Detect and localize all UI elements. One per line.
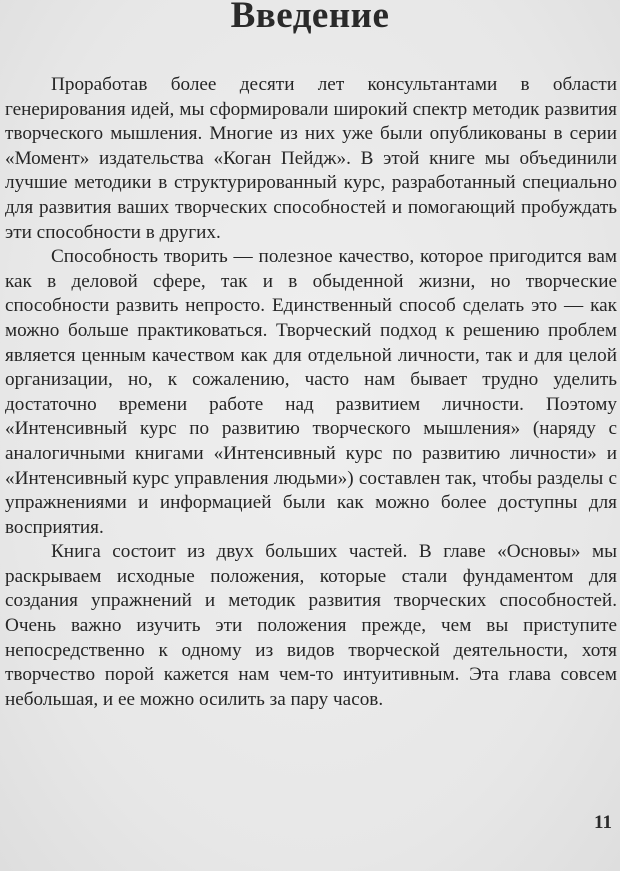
- paragraph-2: Способность творить — полезное качество, которое пригодится вам как в деловой сфере, так и в обыденной жизни, но творческие способности развить непросто. Единственный способ сделать это — как можно больше практиковаться. Творческий подход к решению проблем является ценным качеством как для отдельной личности, так и для целой организации, но, к сожалению, часто нам бывает трудно уделить достаточно времени работе над развитием личности. Поэтому «Интенсивный курс по развитию творческого мышления» (наряду с аналогичными книгами «Интенсивный курс по развитию личности» и «Интенсивный курс управления людьми») составлен так, чтобы разделы с упражнениями и информацией были как можно более доступны для восприятия.: [5, 246, 617, 538]
- page-number: 11: [594, 812, 612, 833]
- paragraph-1: Проработав более десяти лет консультантами в области генерирования идей, мы сформировали широкий спектр методик развития творческого мышления. Многие из них уже были опубликованы в серии «Момент» издательства «Коган Пейдж». В этой книге мы объединили лучшие методики в структурированный курс, разработанный специально для развития ваших творческих способностей и помогающий пробуждать эти способности в других.: [5, 74, 617, 243]
- chapter-title: Введение: [230, 0, 390, 36]
- paragraph-3: Книга состоит из двух больших частей. В главе «Основы» мы раскрываем исходные положения, которые стали фундаментом для создания упражнений и методик развития творческих способностей. Очень важно изучить эти положения прежде, чем вы приступите непосредственно к одному из видов творческой деятельности, хотя творчество порой кажется нам чем-то интуитивным. Эта глава совсем небольшая, и ее можно осилить за пару часов.: [5, 541, 617, 710]
- body-text: [5, 73, 617, 712]
